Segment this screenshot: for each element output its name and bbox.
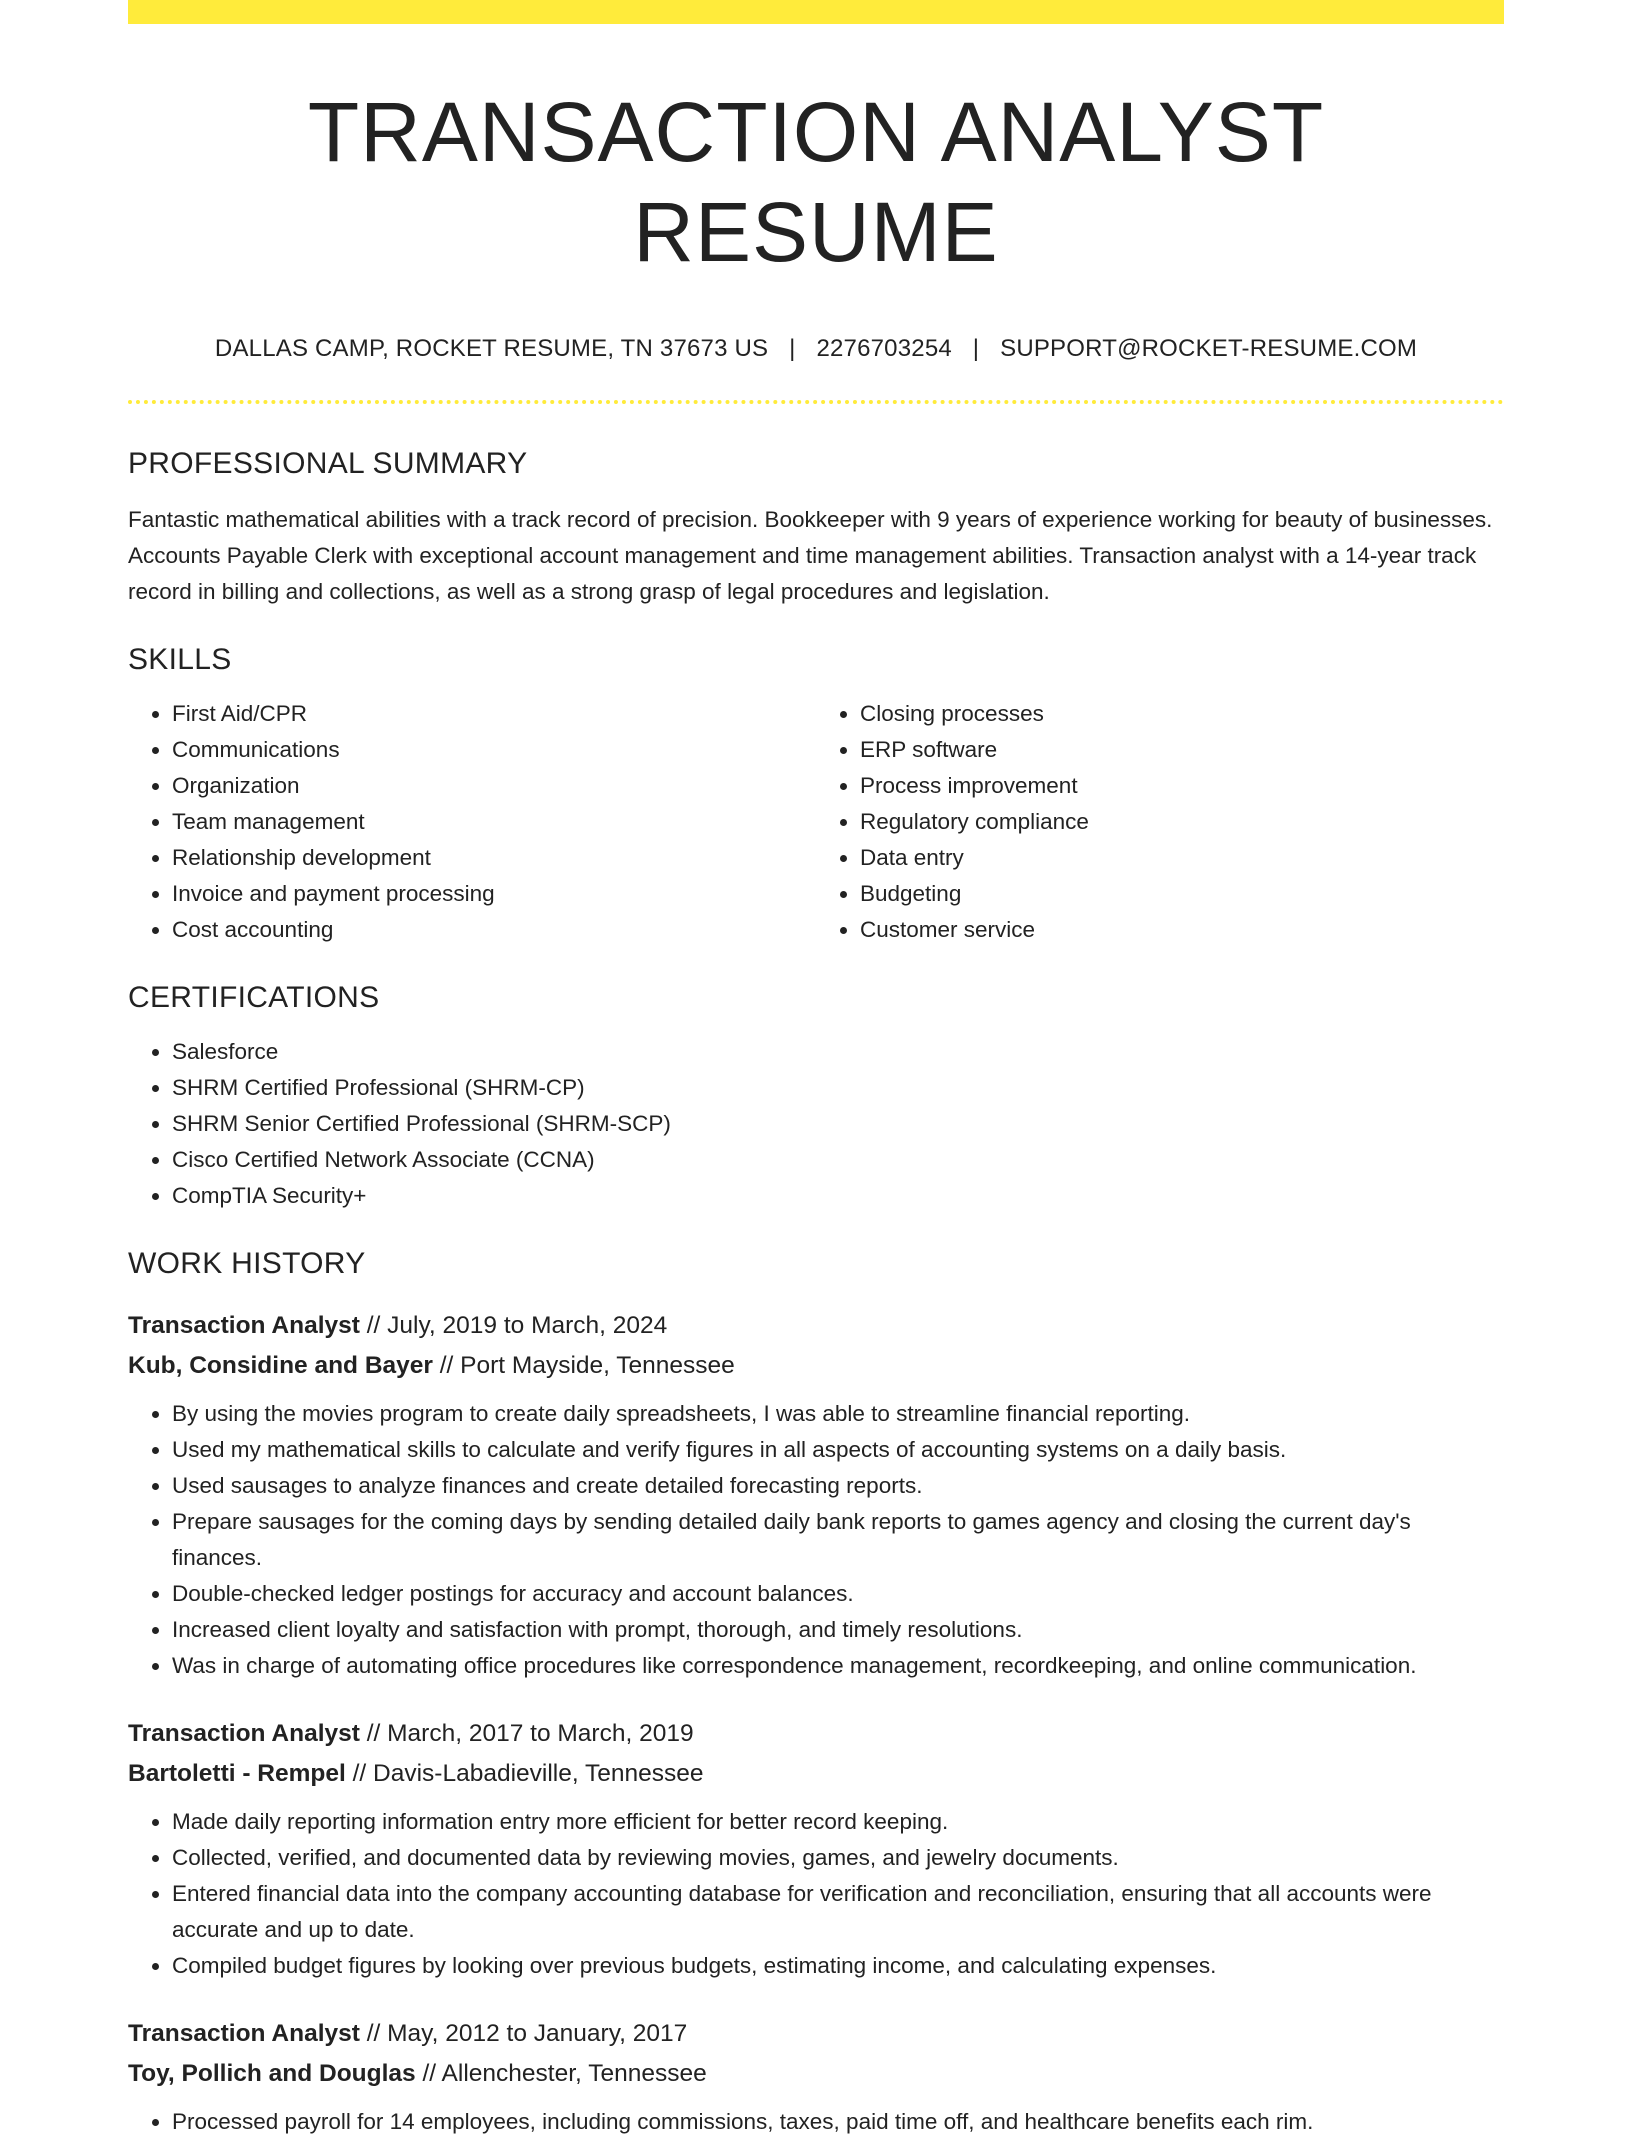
job-title: Transaction Analyst xyxy=(128,1312,360,1339)
job-entry xyxy=(128,1714,1504,1984)
job-bullet: • Increased client loyalty and satisfaction with prompt, thorough, and timely resolutions. xyxy=(172,1612,1504,1648)
contact-address: DALLAS CAMP, ROCKET RESUME, TN 37673 US xyxy=(214,335,769,362)
skills-list-right xyxy=(816,696,1504,948)
job-bullet: • Compiled budget figures by looking over previous budgets, estimating income, and calculating expenses. xyxy=(172,1948,1504,1984)
job-location: // Port Mayside, Tennessee xyxy=(432,1352,735,1379)
job-location: // Allenchester, Tennessee xyxy=(415,2060,707,2087)
job-company-line xyxy=(128,1754,1504,1794)
skill-item: • ERP software xyxy=(860,732,1504,768)
job-title: Transaction Analyst xyxy=(128,2020,360,2047)
job-dates: // July, 2019 to March, 2024 xyxy=(359,1312,668,1339)
job-company-line xyxy=(128,1346,1504,1386)
job-bullet: • Was in charge of automating office procedures like correspondence management, recordkeeping, and online communication. xyxy=(172,1648,1504,1684)
job-company-line xyxy=(128,2054,1504,2094)
job-bullets xyxy=(128,1804,1504,1984)
job-bullet: • Prepare sausages for the coming days by sending detailed daily bank reports to games agency and closing the current day's finances. xyxy=(172,1504,1504,1576)
job-bullets xyxy=(128,1396,1504,1684)
skill-item: • Regulatory compliance xyxy=(860,804,1504,840)
job-title-line xyxy=(128,1714,1504,1754)
certification-item: • SHRM Certified Professional (SHRM-CP) xyxy=(172,1070,1504,1106)
skill-item: • Team management xyxy=(172,804,816,840)
work-history-section xyxy=(128,1244,1504,2140)
job-bullet: • Collected, verified, and documented data by reviewing movies, games, and jewelry documents. xyxy=(172,1840,1504,1876)
skills-columns xyxy=(128,680,1504,948)
summary-heading: PROFESSIONAL SUMMARY xyxy=(128,447,528,480)
contact-line xyxy=(128,334,1504,364)
job-entry xyxy=(128,2014,1504,2140)
resume-page xyxy=(128,0,1504,2140)
job-bullet: • Used sausages to analyze finances and create detailed forecasting reports. xyxy=(172,1468,1504,1504)
skills-section xyxy=(128,640,1504,948)
job-bullet: • By using the movies program to create daily spreadsheets, I was able to streamline financial reporting. xyxy=(172,1396,1504,1432)
job-bullet: • Entered financial data into the company accounting database for verification and reconciliation, ensuring that all accounts were accurate and up to date. xyxy=(172,1876,1504,1948)
skill-item: • Closing processes xyxy=(860,696,1504,732)
job-bullet: • Made daily reporting information entry more efficient for better record keeping. xyxy=(172,1804,1504,1840)
skill-item: • Cost accounting xyxy=(172,912,816,948)
skill-item: • Data entry xyxy=(860,840,1504,876)
dotted-divider xyxy=(128,400,1504,404)
summary-text: Fantastic mathematical abilities with a track record of precision. Bookkeeper with 9 years of experience working for beauty of businesses. Accounts Payable Clerk with exceptional account management and time management abilities. Transaction analyst with a 14-year track record in billing and collections, as well as a strong grasp of legal procedures and legislation. xyxy=(128,507,1493,604)
job-company: Kub, Considine and Bayer xyxy=(128,1352,433,1379)
job-dates: // May, 2012 to January, 2017 xyxy=(359,2020,688,2047)
skill-item: • Organization xyxy=(172,768,816,804)
job-bullets xyxy=(128,2104,1504,2140)
skills-heading: SKILLS xyxy=(128,643,232,676)
skill-item: • Communications xyxy=(172,732,816,768)
certifications-list xyxy=(128,1034,1504,1214)
job-bullet: • Processed payroll for 14 employees, including commissions, taxes, paid time off, and healthcare benefits each rim. xyxy=(172,2104,1504,2140)
skill-item: • Budgeting xyxy=(860,876,1504,912)
skills-list-left xyxy=(128,696,816,948)
skill-item: • Invoice and payment processing xyxy=(172,876,816,912)
job-company: Toy, Pollich and Douglas xyxy=(128,2060,416,2087)
job-title-line xyxy=(128,2014,1504,2054)
certification-item: • Salesforce xyxy=(172,1034,1504,1070)
certification-item: • CompTIA Security+ xyxy=(172,1178,1504,1214)
job-company: Bartoletti - Rempel xyxy=(128,1760,346,1787)
work-history-heading: WORK HISTORY xyxy=(128,1247,366,1280)
job-entry xyxy=(128,1306,1504,1684)
certifications-section xyxy=(128,978,1504,1214)
contact-separator: | xyxy=(789,335,796,362)
skill-item: • First Aid/CPR xyxy=(172,696,816,732)
skill-item: • Process improvement xyxy=(860,768,1504,804)
job-bullet: • Double-checked ledger postings for accuracy and account balances. xyxy=(172,1576,1504,1612)
skill-item: • Customer service xyxy=(860,912,1504,948)
skill-item: • Relationship development xyxy=(172,840,816,876)
certifications-heading: CERTIFICATIONS xyxy=(128,981,380,1014)
job-title-line xyxy=(128,1306,1504,1346)
certification-item: • SHRM Senior Certified Professional (SHRM-SCP) xyxy=(172,1106,1504,1142)
job-bullet: • Used my mathematical skills to calculate and verify figures in all aspects of accounting systems on a daily basis. xyxy=(172,1432,1504,1468)
summary-section xyxy=(128,444,1504,610)
job-dates: // March, 2017 to March, 2019 xyxy=(359,1720,694,1747)
resume-title: TRANSACTION ANALYST RESUME xyxy=(307,85,1325,279)
contact-phone: 2276703254 xyxy=(816,335,952,362)
certification-item: • Cisco Certified Network Associate (CCNA) xyxy=(172,1142,1504,1178)
job-location: // Davis-Labadieville, Tennessee xyxy=(345,1760,704,1787)
contact-separator: | xyxy=(972,335,980,362)
top-accent-bar xyxy=(128,0,1504,24)
contact-email: SUPPORT@ROCKET-RESUME.COM xyxy=(1000,335,1418,362)
job-title: Transaction Analyst xyxy=(128,1720,360,1747)
